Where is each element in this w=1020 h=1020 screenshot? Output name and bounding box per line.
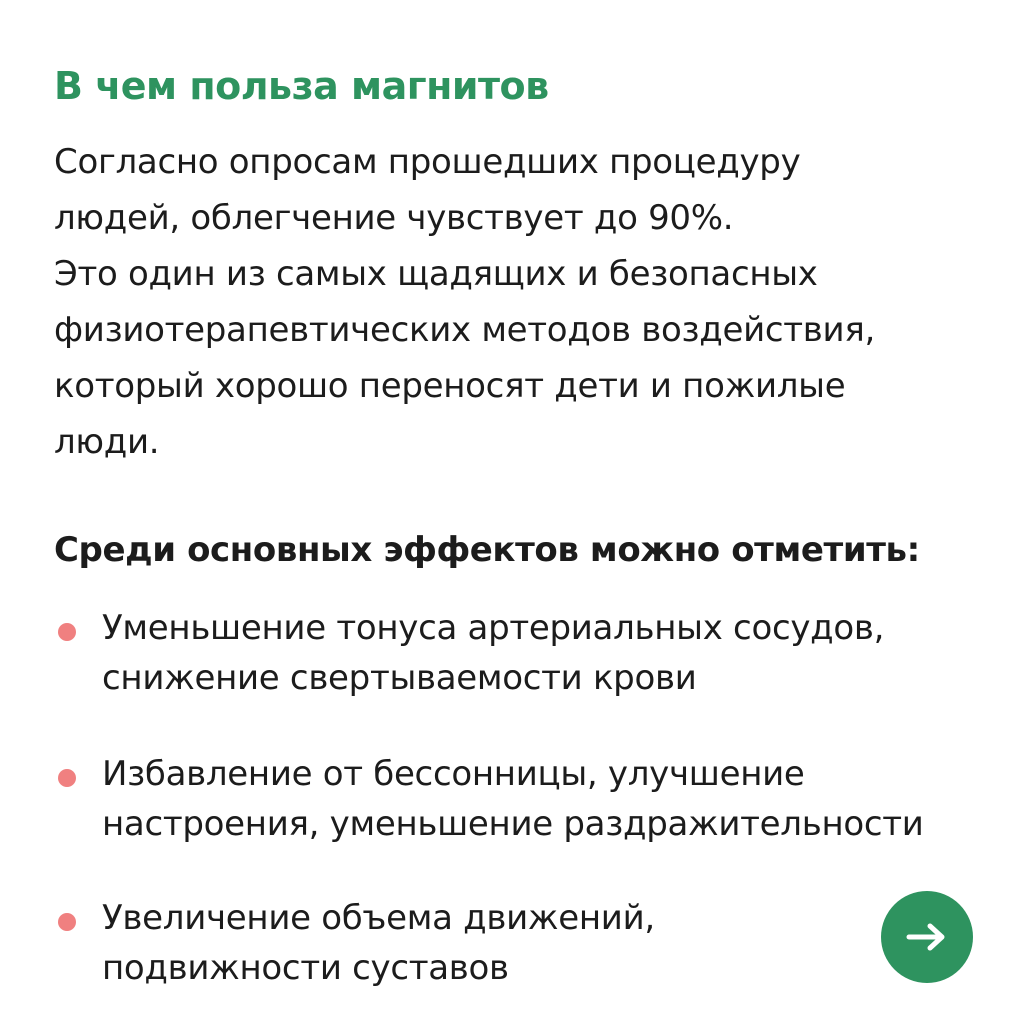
effect-line: Уменьшение тонуса артериальных сосудов, xyxy=(102,608,885,648)
effect-line: Избавление от бессонницы, улучшение xyxy=(102,754,805,794)
effect-line: Увеличение объема движений, xyxy=(102,898,655,938)
effect-line: снижение свертываемости крови xyxy=(102,658,697,698)
intro-line: Это один из самых щадящих и безопасных xyxy=(54,254,818,294)
intro-paragraph xyxy=(54,134,994,470)
bullet-dot-icon xyxy=(58,769,76,787)
effect-line: настроения, уменьшение раздражительности xyxy=(102,804,924,844)
intro-line: людей, облегчение чувствует до 90%. xyxy=(54,198,734,238)
arrow-right-icon xyxy=(905,922,949,952)
page-title: В чем польза магнитов xyxy=(54,64,549,108)
effect-text xyxy=(102,749,924,849)
effect-text xyxy=(102,603,884,703)
next-button[interactable] xyxy=(881,891,973,983)
effect-text xyxy=(102,893,655,993)
intro-line: физиотерапевтических методов воздействия, xyxy=(54,310,875,350)
effects-heading: Среди основных эффектов можно отметить: xyxy=(54,530,920,570)
effect-line: подвижности суставов xyxy=(102,948,509,988)
intro-line: люди. xyxy=(54,422,160,462)
bullet-dot-icon xyxy=(58,913,76,931)
intro-line: который хорошо переносят дети и пожилые xyxy=(54,366,846,406)
bullet-dot-icon xyxy=(58,623,76,641)
intro-line: Согласно опросам прошедших процедуру xyxy=(54,142,801,182)
